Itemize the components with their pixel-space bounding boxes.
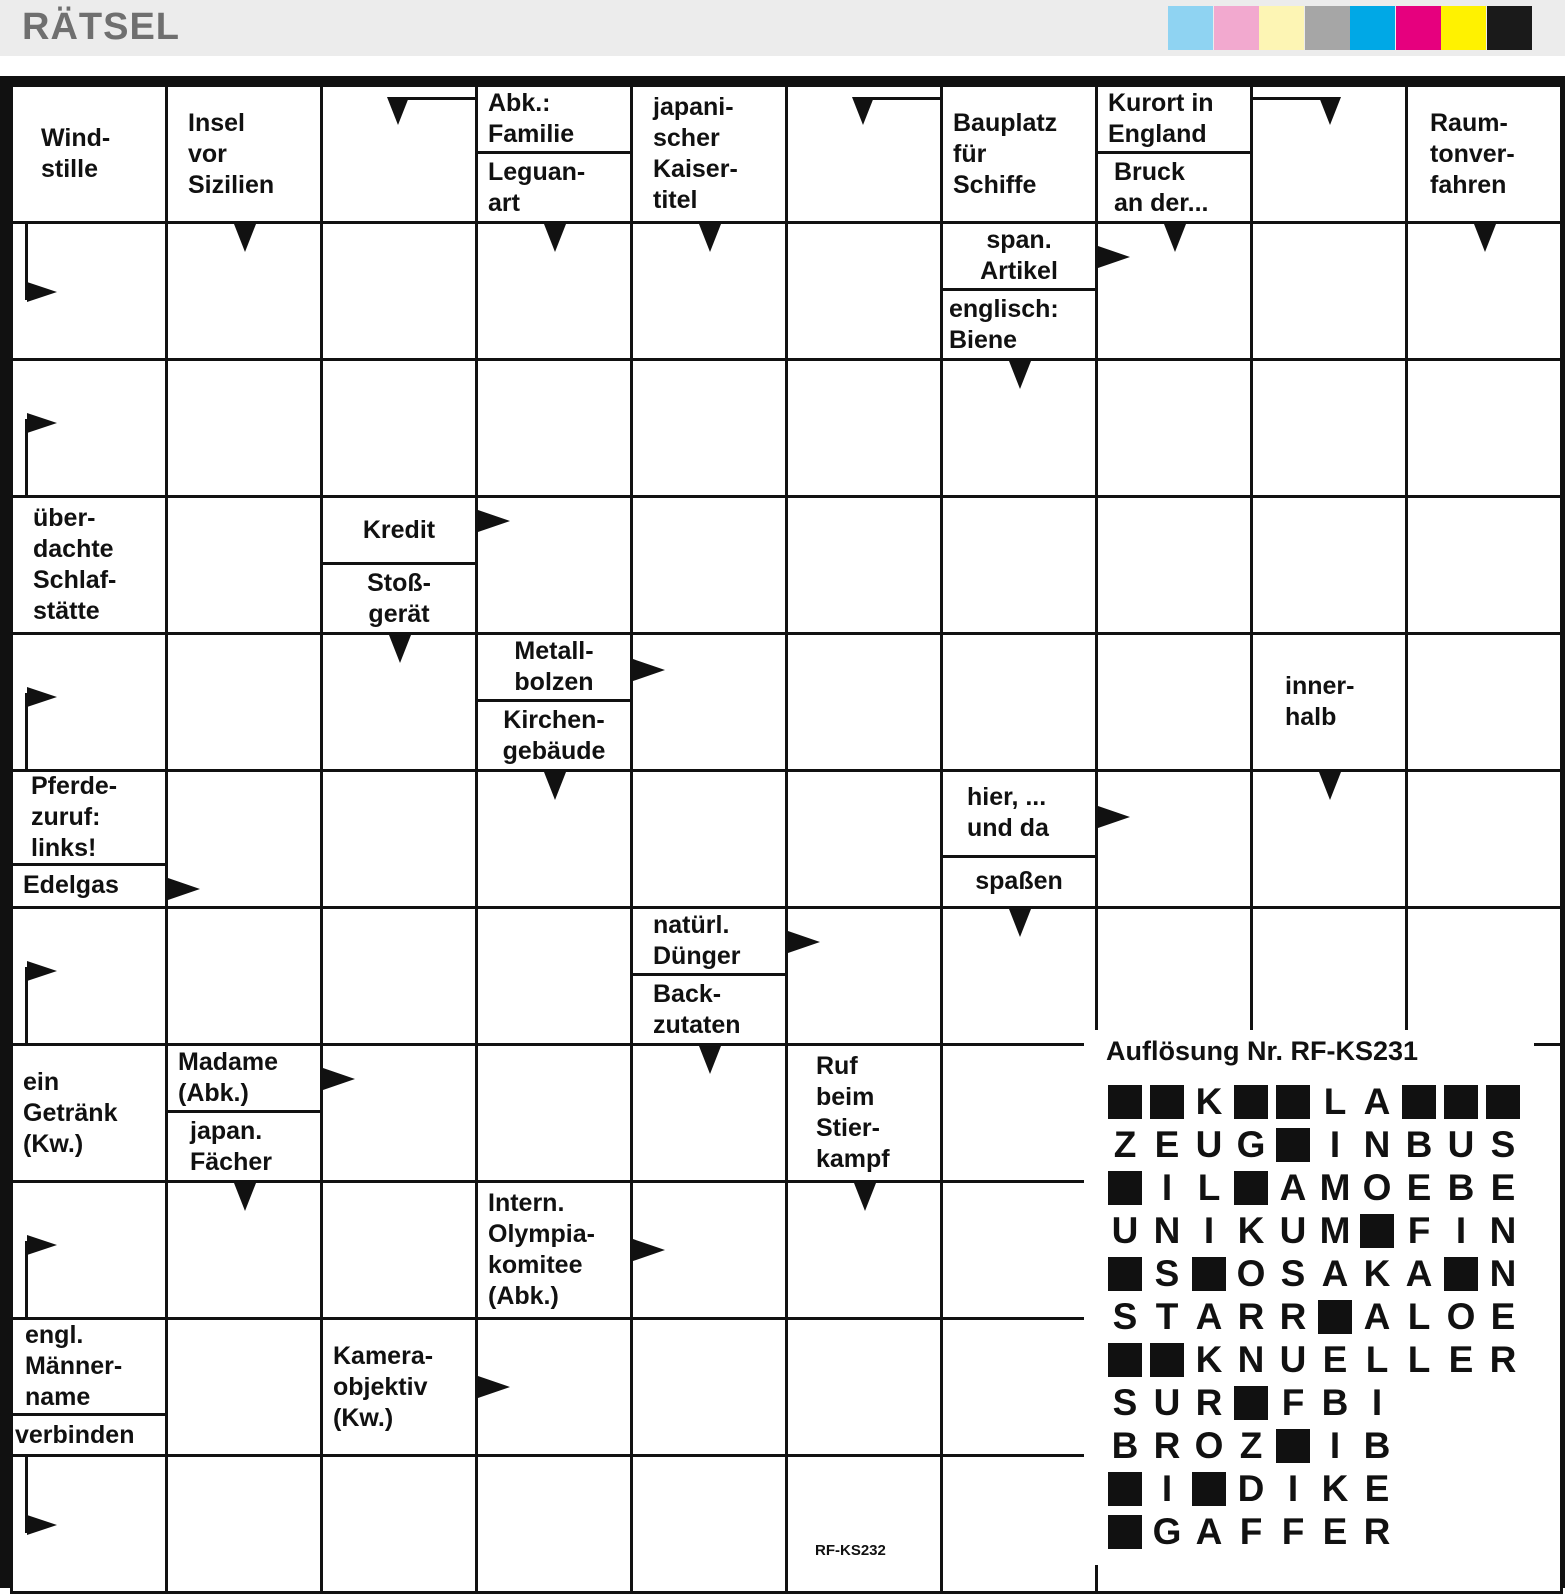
clue-cell bbox=[323, 498, 475, 632]
clue-cell bbox=[943, 772, 1095, 906]
grid-cell[interactable] bbox=[788, 1320, 940, 1454]
grid-cell[interactable] bbox=[478, 772, 630, 906]
solution-letter: G bbox=[1152, 1510, 1182, 1552]
solution-letter: U bbox=[1153, 1381, 1181, 1423]
solution-row bbox=[1104, 1467, 1524, 1510]
solution-letter: N bbox=[1237, 1338, 1265, 1380]
divider-line bbox=[863, 97, 940, 100]
solution-letter: R bbox=[1153, 1424, 1181, 1466]
solution-letter: E bbox=[1154, 1123, 1180, 1165]
clue-text: span. Artikel bbox=[943, 224, 1095, 291]
grid-cell[interactable] bbox=[13, 635, 165, 769]
grid-cell[interactable] bbox=[633, 1046, 785, 1180]
solution-block bbox=[1104, 1166, 1146, 1209]
solution-title: Auflösung Nr. RF-KS231 bbox=[1106, 1036, 1419, 1066]
grid-cell[interactable] bbox=[943, 635, 1095, 769]
arrow-right-icon bbox=[788, 931, 820, 953]
grid-cell[interactable] bbox=[788, 498, 940, 632]
solution-letter: S bbox=[1154, 1252, 1180, 1294]
solution-row bbox=[1104, 1381, 1524, 1424]
clue-text: Insel vor Sizilien bbox=[188, 108, 275, 199]
grid-cell[interactable] bbox=[323, 1457, 475, 1591]
arrow-down-icon bbox=[234, 1183, 256, 1211]
grid-cell[interactable] bbox=[168, 224, 320, 358]
flag-arrow-icon bbox=[27, 413, 57, 433]
solution-letter: B bbox=[1363, 1424, 1391, 1466]
grid-cell[interactable] bbox=[943, 909, 1095, 1043]
grid-cell[interactable] bbox=[13, 1457, 165, 1591]
grid-cell[interactable] bbox=[1098, 361, 1250, 495]
solution-block bbox=[1398, 1080, 1440, 1123]
color-swatch bbox=[1441, 6, 1486, 50]
solution-letter: B bbox=[1321, 1381, 1349, 1423]
grid-cell[interactable] bbox=[943, 1320, 1095, 1454]
clue-text: Bauplatz für Schiffe bbox=[953, 108, 1058, 199]
grid-cell[interactable] bbox=[788, 87, 940, 221]
solution-block bbox=[1146, 1338, 1188, 1381]
clue-text: engl. Männer- name bbox=[13, 1320, 165, 1416]
clue-cell bbox=[168, 1046, 320, 1180]
clue-text: ein Getränk (Kw.) bbox=[23, 1067, 118, 1158]
grid-cell[interactable] bbox=[1408, 909, 1560, 1043]
clue-text: Ruf beim Stier- kampf bbox=[816, 1052, 890, 1173]
grid-cell[interactable] bbox=[13, 361, 165, 495]
solution-letter: O bbox=[1362, 1166, 1392, 1208]
solution-block bbox=[1482, 1080, 1524, 1123]
arrow-down-icon bbox=[1009, 361, 1031, 389]
grid-cell[interactable] bbox=[1098, 498, 1250, 632]
solution-letter: D bbox=[1237, 1467, 1265, 1509]
color-swatch bbox=[1305, 6, 1350, 50]
arrow-down-icon bbox=[544, 224, 566, 252]
clue-cell bbox=[788, 1046, 940, 1180]
solution-row bbox=[1104, 1123, 1524, 1166]
arrow-right-icon bbox=[1098, 246, 1130, 268]
clue-cell bbox=[13, 498, 165, 632]
arrow-down-icon bbox=[1164, 224, 1186, 252]
solution-row bbox=[1104, 1510, 1524, 1553]
grid-cell[interactable] bbox=[13, 1183, 165, 1317]
clue-text: Kirchen- gebäude bbox=[502, 705, 606, 765]
solution-letter: B bbox=[1447, 1166, 1475, 1208]
clue-cell bbox=[943, 87, 1095, 221]
grid-cell[interactable] bbox=[788, 224, 940, 358]
arrow-down-icon bbox=[1319, 772, 1341, 800]
solution-letter: I bbox=[1329, 1123, 1341, 1165]
arrow-down-icon bbox=[852, 97, 874, 125]
clue-text: hier, ... und da bbox=[943, 772, 1095, 858]
solution-letter: S bbox=[1112, 1295, 1138, 1337]
grid-cell[interactable] bbox=[1098, 224, 1250, 358]
solution-letter: T bbox=[1155, 1295, 1179, 1337]
solution-letter: B bbox=[1405, 1123, 1433, 1165]
clue-text: Bruck an der... bbox=[1114, 157, 1209, 217]
solution-letter: K bbox=[1321, 1467, 1349, 1509]
solution-grid bbox=[1104, 1080, 1524, 1553]
grid-cell[interactable] bbox=[1253, 87, 1405, 221]
color-swatch bbox=[1259, 6, 1304, 50]
solution-letter: L bbox=[1365, 1338, 1389, 1380]
solution-row bbox=[1104, 1424, 1524, 1467]
solution-letter: I bbox=[1329, 1424, 1341, 1466]
grid-cell[interactable] bbox=[1098, 772, 1250, 906]
clue-text: Intern. Olympia- komitee (Abk.) bbox=[488, 1189, 595, 1310]
grid-cell[interactable] bbox=[13, 224, 165, 358]
solution-row bbox=[1104, 1338, 1524, 1381]
arrow-down-icon bbox=[544, 772, 566, 800]
grid-cell[interactable] bbox=[13, 909, 165, 1043]
solution-block bbox=[1104, 1252, 1146, 1295]
clue-cell bbox=[13, 1320, 165, 1454]
solution-block bbox=[1272, 1424, 1314, 1467]
divider-line bbox=[1253, 97, 1328, 100]
grid-cell[interactable] bbox=[1098, 909, 1250, 1043]
grid-cell[interactable] bbox=[1253, 772, 1405, 906]
grid-cell[interactable] bbox=[323, 361, 475, 495]
solution-block bbox=[1104, 1467, 1146, 1510]
arrow-down-icon bbox=[387, 97, 409, 125]
solution-letter: I bbox=[1371, 1381, 1383, 1423]
solution-letter: U bbox=[1279, 1338, 1307, 1380]
grid-cell[interactable] bbox=[168, 635, 320, 769]
solution-row bbox=[1104, 1295, 1524, 1338]
header-bar bbox=[0, 0, 1565, 56]
clue-text: Edelgas bbox=[23, 871, 119, 900]
clue-text: Leguan- art bbox=[488, 157, 586, 217]
arrow-down-icon bbox=[699, 224, 721, 252]
solution-block bbox=[1230, 1080, 1272, 1123]
grid-cell[interactable] bbox=[788, 1457, 940, 1591]
clue-cell bbox=[478, 1183, 630, 1317]
grid-cell[interactable] bbox=[1253, 909, 1405, 1043]
grid-cell[interactable] bbox=[168, 1320, 320, 1454]
clue-text: japan. Fächer bbox=[190, 1116, 272, 1176]
clue-cell bbox=[1408, 87, 1560, 221]
solution-letter: S bbox=[1490, 1123, 1516, 1165]
grid-cell[interactable] bbox=[943, 1457, 1095, 1591]
grid-cell[interactable] bbox=[633, 635, 785, 769]
clue-cell bbox=[478, 87, 630, 221]
page-title: RÄTSEL bbox=[22, 6, 180, 48]
solution-letter: E bbox=[1322, 1510, 1348, 1552]
grid-cell[interactable] bbox=[943, 498, 1095, 632]
grid-cell[interactable] bbox=[478, 361, 630, 495]
solution-letter: K bbox=[1195, 1080, 1223, 1122]
clue-text: Madame (Abk.) bbox=[168, 1046, 320, 1113]
grid-cell[interactable] bbox=[168, 772, 320, 906]
solution-block bbox=[1230, 1381, 1272, 1424]
solution-letter: M bbox=[1319, 1166, 1351, 1208]
clue-cell bbox=[1253, 635, 1405, 769]
arrow-down-icon bbox=[699, 1046, 721, 1074]
solution-letter: E bbox=[1490, 1166, 1516, 1208]
grid-cell[interactable] bbox=[323, 909, 475, 1043]
color-swatch bbox=[1168, 6, 1213, 50]
grid-cell[interactable] bbox=[478, 1457, 630, 1591]
solution-block bbox=[1230, 1166, 1272, 1209]
solution-letter: A bbox=[1405, 1252, 1433, 1294]
solution-block bbox=[1440, 1080, 1482, 1123]
clue-text: Kamera- objektiv (Kw.) bbox=[333, 1341, 434, 1432]
grid-cell[interactable] bbox=[168, 1457, 320, 1591]
solution-letter: R bbox=[1489, 1338, 1517, 1380]
solution-letter: S bbox=[1280, 1252, 1306, 1294]
solution-letter: O bbox=[1236, 1252, 1266, 1294]
grid-cell[interactable] bbox=[1408, 635, 1560, 769]
solution-letter: Z bbox=[1239, 1424, 1263, 1466]
grid-cell[interactable] bbox=[1253, 224, 1405, 358]
arrow-right-icon bbox=[478, 510, 510, 532]
clue-cell bbox=[13, 87, 165, 221]
solution-letter: G bbox=[1236, 1123, 1266, 1165]
solution-letter: L bbox=[1197, 1166, 1221, 1208]
solution-letter: E bbox=[1406, 1166, 1432, 1208]
grid-cell[interactable] bbox=[788, 635, 940, 769]
clue-text: Wind- stille bbox=[41, 124, 111, 183]
grid-cell[interactable] bbox=[1253, 498, 1405, 632]
solution-letter: N bbox=[1363, 1123, 1391, 1165]
clue-cell bbox=[168, 87, 320, 221]
solution-block bbox=[1188, 1467, 1230, 1510]
color-swatch bbox=[1487, 6, 1532, 50]
grid-cell[interactable] bbox=[168, 498, 320, 632]
clue-text: Back- zutaten bbox=[653, 979, 741, 1039]
solution-block bbox=[1272, 1123, 1314, 1166]
solution-letter: L bbox=[1407, 1295, 1431, 1337]
grid-cell[interactable] bbox=[788, 772, 940, 906]
solution-letter: A bbox=[1363, 1295, 1391, 1337]
solution-letter: K bbox=[1237, 1209, 1265, 1251]
flag-arrow-icon bbox=[27, 687, 57, 707]
arrow-right-icon bbox=[633, 659, 665, 681]
solution-letter: U bbox=[1111, 1209, 1139, 1251]
solution-letter: A bbox=[1195, 1510, 1223, 1552]
grid-cell[interactable] bbox=[633, 361, 785, 495]
grid-cell[interactable] bbox=[323, 87, 475, 221]
grid-cell[interactable] bbox=[478, 224, 630, 358]
solution-letter: R bbox=[1279, 1295, 1307, 1337]
grid-cell[interactable] bbox=[478, 498, 630, 632]
color-swatch bbox=[1214, 6, 1259, 50]
arrow-down-icon bbox=[389, 635, 411, 663]
grid-cell[interactable] bbox=[943, 1046, 1095, 1180]
clue-text: über- dachte Schlaf- stätte bbox=[33, 504, 117, 625]
clue-text: Abk.: Familie bbox=[478, 87, 630, 154]
solution-letter: U bbox=[1195, 1123, 1223, 1165]
flag-arrow-icon bbox=[27, 1515, 57, 1535]
solution-letter: F bbox=[1281, 1510, 1305, 1552]
solution-letter: E bbox=[1364, 1467, 1390, 1509]
solution-letter: K bbox=[1363, 1252, 1391, 1294]
clue-text: inner- halb bbox=[1285, 672, 1355, 731]
solution-letter: S bbox=[1112, 1381, 1138, 1423]
flag-arrow-icon bbox=[27, 282, 57, 302]
clue-text: englisch: Biene bbox=[949, 294, 1059, 354]
solution-letter: O bbox=[1446, 1295, 1476, 1337]
solution-letter: L bbox=[1323, 1080, 1347, 1122]
clue-cell bbox=[1098, 87, 1250, 221]
solution-letter: I bbox=[1161, 1166, 1173, 1208]
solution-block bbox=[1104, 1510, 1146, 1553]
grid-cell[interactable] bbox=[1253, 361, 1405, 495]
clue-text: natürl. Dünger bbox=[633, 909, 785, 976]
solution-letter: I bbox=[1455, 1209, 1467, 1251]
solution-letter: N bbox=[1153, 1209, 1181, 1251]
solution-row bbox=[1104, 1080, 1524, 1123]
clue-text: Pferde- zuruf: links! bbox=[13, 772, 165, 866]
grid-cell[interactable] bbox=[1408, 361, 1560, 495]
arrow-down-icon bbox=[1319, 97, 1341, 125]
solution-letter: N bbox=[1489, 1252, 1517, 1294]
grid-cell[interactable] bbox=[943, 1183, 1095, 1317]
solution-letter: Z bbox=[1113, 1123, 1137, 1165]
puzzle-code: RF-KS232 bbox=[815, 1542, 886, 1559]
solution-letter: M bbox=[1319, 1209, 1351, 1251]
grid-cell[interactable] bbox=[633, 498, 785, 632]
solution-block bbox=[1440, 1252, 1482, 1295]
solution-letter: B bbox=[1111, 1424, 1139, 1466]
grid-cell[interactable] bbox=[1408, 498, 1560, 632]
solution-letter: U bbox=[1279, 1209, 1307, 1251]
clue-text: spaßen bbox=[975, 867, 1063, 896]
solution-letter: R bbox=[1195, 1381, 1223, 1423]
solution-letter: I bbox=[1287, 1467, 1299, 1509]
grid-cell[interactable] bbox=[323, 1183, 475, 1317]
grid-cell[interactable] bbox=[478, 909, 630, 1043]
flag-arrow-icon bbox=[27, 961, 57, 981]
grid-cell[interactable] bbox=[323, 772, 475, 906]
solution-letter: K bbox=[1195, 1338, 1223, 1380]
grid-cell[interactable] bbox=[788, 361, 940, 495]
grid-cell[interactable] bbox=[323, 635, 475, 769]
solution-letter: N bbox=[1489, 1209, 1517, 1251]
clue-cell bbox=[13, 1046, 165, 1180]
grid-cell[interactable] bbox=[323, 1046, 475, 1180]
solution-block bbox=[1356, 1209, 1398, 1252]
arrow-right-icon bbox=[478, 1376, 510, 1398]
solution-letter: O bbox=[1194, 1424, 1224, 1466]
divider-line bbox=[398, 97, 475, 100]
clue-text: Metall- bolzen bbox=[478, 635, 630, 702]
solution-letter: A bbox=[1363, 1080, 1391, 1122]
grid-cell[interactable] bbox=[168, 1183, 320, 1317]
grid-cell[interactable] bbox=[1408, 224, 1560, 358]
solution-letter: A bbox=[1279, 1166, 1307, 1208]
solution-letter: R bbox=[1363, 1510, 1391, 1552]
clue-text: Kurort in England bbox=[1098, 87, 1250, 154]
grid-cell[interactable] bbox=[633, 224, 785, 358]
clue-text: japani- scher Kaiser- titel bbox=[653, 93, 738, 214]
solution-letter: U bbox=[1447, 1123, 1475, 1165]
grid-cell[interactable] bbox=[168, 909, 320, 1043]
grid-cell[interactable] bbox=[168, 361, 320, 495]
solution-letter: E bbox=[1322, 1338, 1348, 1380]
grid-cell[interactable] bbox=[1408, 772, 1560, 906]
clue-cell bbox=[633, 909, 785, 1043]
solution-block bbox=[1188, 1252, 1230, 1295]
solution-letter: F bbox=[1407, 1209, 1431, 1251]
solution-block bbox=[1104, 1338, 1146, 1381]
solution-row bbox=[1104, 1252, 1524, 1295]
clue-text: verbinden bbox=[15, 1420, 135, 1449]
arrow-right-icon bbox=[1098, 806, 1130, 828]
solution-letter: I bbox=[1203, 1209, 1215, 1251]
solution-letter: E bbox=[1448, 1338, 1474, 1380]
grid-cell[interactable] bbox=[478, 1046, 630, 1180]
solution-block bbox=[1272, 1080, 1314, 1123]
solution-letter: A bbox=[1195, 1295, 1223, 1337]
grid-cell[interactable] bbox=[478, 1320, 630, 1454]
solution-letter: F bbox=[1239, 1510, 1263, 1552]
grid-cell[interactable] bbox=[788, 1183, 940, 1317]
arrow-down-icon bbox=[1474, 224, 1496, 252]
arrow-right-icon bbox=[633, 1239, 665, 1261]
arrow-down-icon bbox=[854, 1183, 876, 1211]
grid-cell[interactable] bbox=[633, 1320, 785, 1454]
clue-text: Stoß- gerät bbox=[367, 568, 431, 628]
clue-cell bbox=[13, 772, 165, 906]
clue-cell bbox=[323, 1320, 475, 1454]
solution-letter: L bbox=[1407, 1338, 1431, 1380]
grid-cell[interactable] bbox=[633, 772, 785, 906]
solution-block bbox=[1146, 1080, 1188, 1123]
clue-cell bbox=[943, 224, 1095, 358]
color-swatch bbox=[1396, 6, 1441, 50]
solution-letter: E bbox=[1490, 1295, 1516, 1337]
clue-text: Raum- tonver- fahren bbox=[1430, 108, 1515, 199]
solution-row bbox=[1104, 1166, 1524, 1209]
solution-letter: A bbox=[1321, 1252, 1349, 1294]
solution-letter: I bbox=[1161, 1467, 1173, 1509]
solution-letter: F bbox=[1281, 1381, 1305, 1423]
grid-cell[interactable] bbox=[1098, 635, 1250, 769]
grid-cell[interactable] bbox=[633, 1457, 785, 1591]
grid-cell[interactable] bbox=[323, 224, 475, 358]
arrow-down-icon bbox=[234, 224, 256, 252]
color-swatch bbox=[1350, 6, 1395, 50]
solution-panel bbox=[1084, 1030, 1534, 1565]
clue-cell bbox=[478, 635, 630, 769]
solution-block bbox=[1104, 1080, 1146, 1123]
solution-block bbox=[1314, 1295, 1356, 1338]
solution-letter: R bbox=[1237, 1295, 1265, 1337]
clue-text: Kredit bbox=[323, 498, 475, 565]
grid-cell[interactable] bbox=[943, 361, 1095, 495]
arrow-down-icon bbox=[1009, 909, 1031, 937]
grid-cell[interactable] bbox=[633, 1183, 785, 1317]
clue-cell bbox=[633, 87, 785, 221]
flag-arrow-icon bbox=[27, 1235, 57, 1255]
solution-row bbox=[1104, 1209, 1524, 1252]
arrow-right-icon bbox=[168, 878, 200, 900]
grid-cell[interactable] bbox=[788, 909, 940, 1043]
arrow-right-icon bbox=[323, 1068, 355, 1090]
